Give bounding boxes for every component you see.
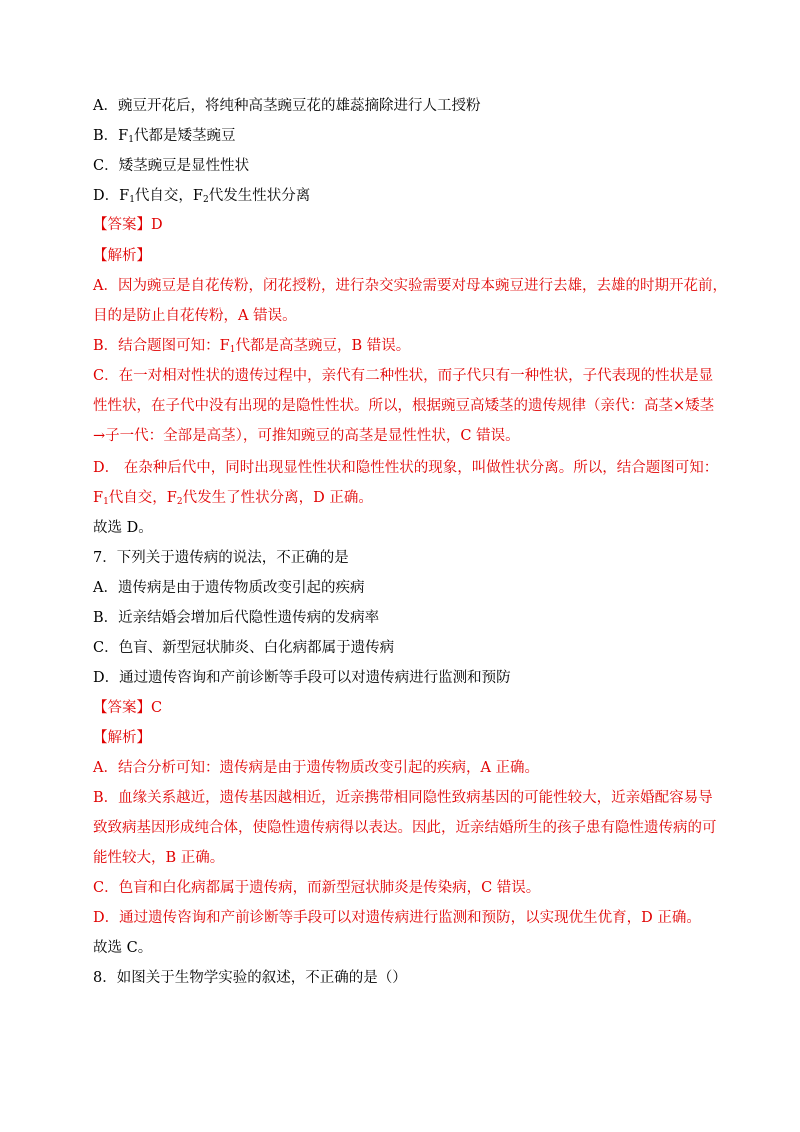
q7-option-b: B．近亲结婚会增加后代隐性遗传病的发病率 — [93, 610, 380, 626]
q6-option-c: C．矮茎豌豆是显性性状 — [93, 158, 250, 174]
q7-option-a: A．遗传病是由于遗传物质改变引起的疾病 — [93, 580, 365, 596]
q7-analysis-label: 【解析】 — [93, 730, 151, 746]
q6-analysis-c-line1: C．在一对相对性状的遗传过程中，亲代有二种性状，而子代只有一种性状，子代表现的性状是显 — [93, 368, 714, 384]
q7-analysis-c: C．色盲和白化病都属于遗传病，而新型冠状肺炎是传染病，C 错误。 — [93, 880, 541, 896]
q7-option-d: D．通过遗传咨询和产前诊断等手段可以对遗传病进行监测和预防 — [93, 670, 511, 686]
q6-analysis-a-line1: A．因为豌豆是自花传粉，闭花授粉，进行杂交实验需要对母本豌豆进行去雄，去雄的时期开花前， — [93, 278, 727, 294]
q6-option-b: B．$F_1$代都是矮茎豌豆 — [93, 128, 236, 145]
q6-option-d: D．$F_1$代自交，$F_2$代发生性状分离 — [93, 188, 311, 205]
q7-conclusion: 故选 C。 — [93, 940, 153, 956]
q6-answer: 【答案】D — [93, 217, 163, 233]
q6-analysis-a-line2: 目的是防止自花传粉，A 错误。 — [93, 308, 297, 324]
q7-answer: 【答案】C — [93, 700, 163, 716]
q6-analysis-b: B．结合题图可知：$F_1$代都是高茎豌豆，B 错误。 — [93, 338, 411, 355]
q6-analysis-label: 【解析】 — [93, 248, 151, 264]
q6-analysis-c-line2: 性性状，在子代中没有出现的是隐性性状。所以，根据豌豆高矮茎的遗传规律（亲代：高茎×矮茎 — [93, 398, 715, 414]
q7-analysis-b-line3: 能性较大，B 正确。 — [93, 850, 225, 866]
q7-analysis-b-line2: 致致病基因形成纯合体，使隐性遗传病得以表达。因此，近亲结婚所生的孩子患有隐性遗传病的可 — [93, 820, 717, 836]
q8-stem: 8．如图关于生物学实验的叙述，不正确的是（） — [93, 970, 407, 986]
q6-analysis-c-line3: →子一代：全部是高茎），可推知豌豆的高茎是显性性状，C 错误。 — [93, 428, 520, 444]
q7-analysis-d: D．通过遗传咨询和产前诊断等手段可以对遗传病进行监测和预防，以实现优生优育，D 正确。 — [93, 910, 701, 926]
q6-conclusion: 故选 D。 — [93, 520, 153, 536]
q7-stem: 7．下列关于遗传病的说法，不正确的是 — [93, 550, 349, 566]
q6-option-a: A．豌豆开花后，将纯种高茎豌豆花的雄蕊摘除进行人工授粉 — [93, 98, 481, 114]
q7-analysis-b-line1: B．血缘关系越近，遗传基因越相近，近亲携带相同隐性致病基因的可能性较大，近亲婚配容易导 — [93, 790, 713, 806]
q6-analysis-d-line1: D． 在杂种后代中，同时出现显性性状和隐性性状的现象，叫做性状分离。所以，结合题图可知： — [93, 460, 719, 476]
q6-analysis-d-line2: $F_1$代自交，$F_2$代发生了性状分离，D 正确。 — [93, 490, 373, 507]
q7-analysis-a: A．结合分析可知：遗传病是由于遗传物质改变引起的疾病，A 正确。 — [93, 760, 540, 776]
q7-option-c: C．色盲、新型冠状肺炎、白化病都属于遗传病 — [93, 640, 395, 656]
